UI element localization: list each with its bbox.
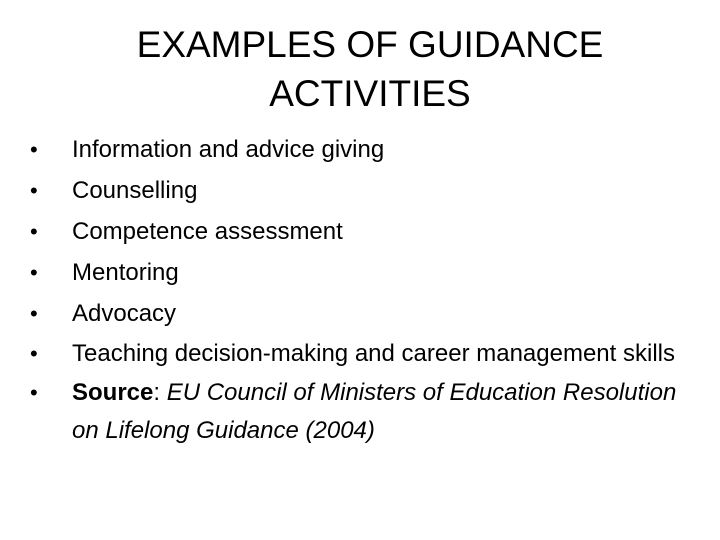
source-text: [72, 374, 690, 450]
bullet-icon: •: [30, 137, 38, 162]
bullet-icon: •: [30, 380, 38, 405]
list-item: [30, 170, 690, 211]
list-item: [30, 129, 690, 170]
title-line-2: ACTIVITIES: [269, 73, 471, 114]
list-item: [30, 252, 690, 293]
bullet-list: [30, 129, 690, 450]
list-item: [30, 336, 690, 372]
list-item: [30, 293, 690, 334]
list-item: [30, 211, 690, 252]
source-label: Source: [72, 379, 154, 406]
bullet-icon: •: [30, 219, 38, 244]
title-line-1: EXAMPLES OF GUIDANCE: [136, 24, 604, 65]
source-separator: :: [153, 379, 167, 406]
bullet-icon: •: [30, 260, 38, 285]
list-item-text: Competence assessment: [72, 218, 343, 245]
bullet-icon: •: [30, 178, 38, 203]
list-item-text: Mentoring: [72, 259, 179, 286]
list-item-text: Information and advice giving: [72, 136, 385, 163]
bullet-icon: •: [30, 341, 38, 366]
source-reference: EU Council of Ministers of Education Resolution on Lifelong Guidance (2004): [72, 379, 677, 444]
bullet-icon: •: [30, 301, 38, 326]
source-item: [30, 374, 690, 450]
slide-title: [60, 20, 680, 118]
list-item-text: Counselling: [72, 177, 198, 204]
list-item-text: Advocacy: [72, 300, 177, 327]
list-item-text: Teaching decision-making and career management skills: [72, 340, 675, 367]
